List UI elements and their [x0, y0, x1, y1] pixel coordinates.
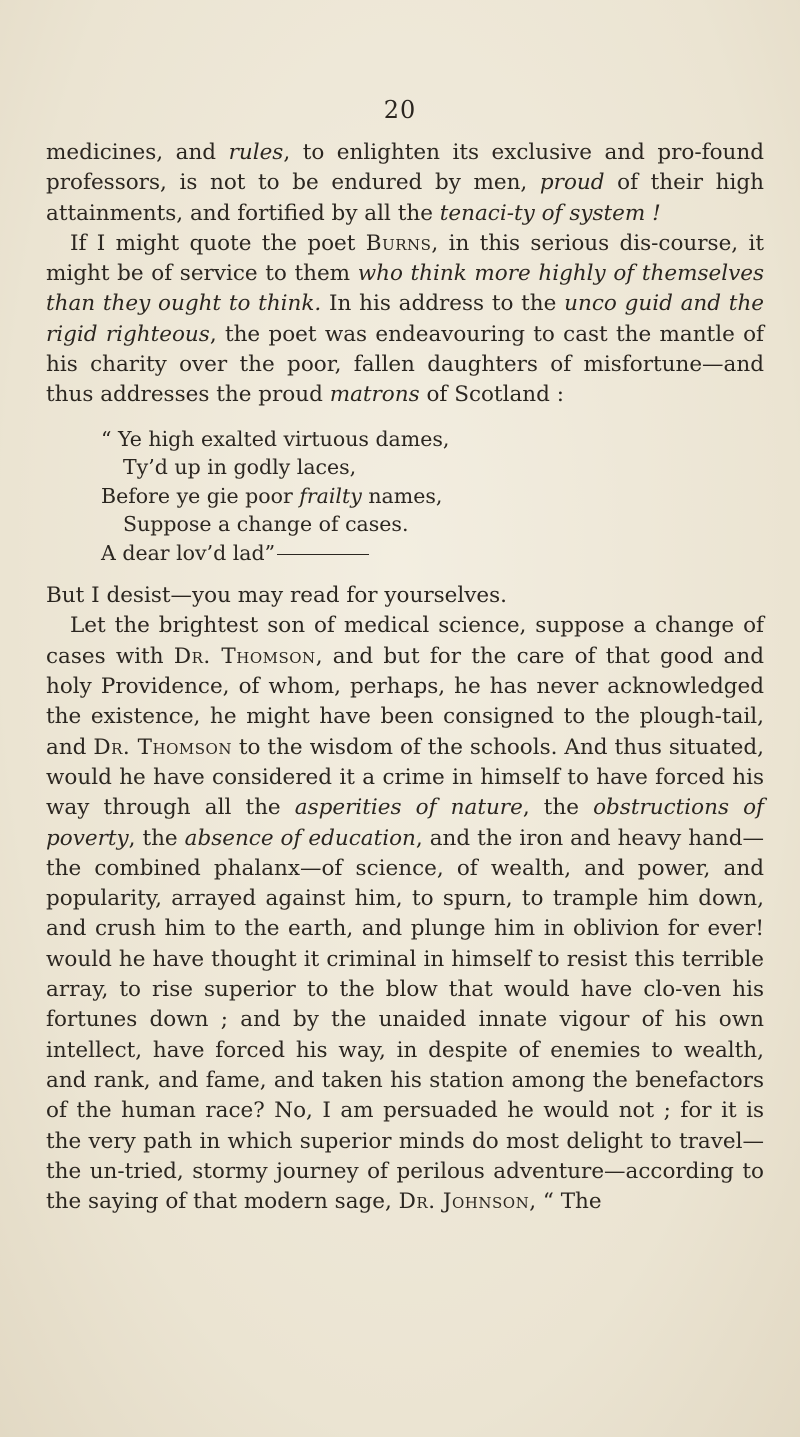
paragraph-1: medicines, and rules, to enlighten its exclusive and pro-found professors, is not to be endured by men, proud of their high attainments, and fortified by all the tenaci-ty of system !: [46, 140, 765, 226]
verse-line-1: “ Ye high exalted virtuous dames,: [101, 426, 450, 451]
paragraph-3: But I desist—you may read for yourselves.: [46, 583, 507, 609]
verse-line-2: Ty’d up in godly laces,: [123, 455, 357, 480]
verse-quote: [101, 425, 764, 568]
dash-rule: [277, 554, 369, 555]
page-number: 20: [383, 96, 417, 124]
verse-line-5: A dear lov’d lad”: [101, 539, 764, 568]
body-text: [46, 138, 764, 1217]
paragraph-2: If I might quote the poet Burns, in this serious dis-course, it might be of service to them who think more highly of themselves than they ought to think. In his address to the unco guid and the rigid righteous, the poet was endeavouring to cast the mantle of his charity over the poor, fallen daughters of misfortune—and thus addresses the proud matrons of Scotland :: [46, 230, 765, 408]
paragraph-4: Let the brightest son of medical science, suppose a change of cases with Dr. Thomson, and but for the care of that good and holy Providence, of whom, perhaps, he has never acknowledged the existence, he might have been consigned to the plough-tail, and Dr. Thomson to the wisdom of the schools. And thus situated, would he have considered it a crime in himself to have forced his way through all the asperities of nature, the obstructions of poverty, the absence of education, and the iron and heavy hand—the combined phalanx—of science, of wealth, and power, and popularity, arrayed against him, to spurn, to trample him down, and crush him to the earth, and plunge him in oblivion for ever! would he have thought it criminal in himself to resist this terrible array, to rise superior to the blow that would have clo-ven his fortunes down ; and by the unaided innate vigour of his own intellect, have forced his way, in despite of enemies to wealth, and rank, and fame, and taken his station among the benefactors of the human race? No, I am persuaded he would not ; for it is the very path in which superior minds do most delight to travel—the un-tried, stormy journey of perilous adventure—according to the saying of that modern sage, Dr. Johnson, “ The: [46, 613, 764, 1215]
verse-line-3: Before ye gie poor frailty names,: [101, 483, 443, 508]
verse-line-4: Suppose a change of cases.: [123, 512, 409, 537]
